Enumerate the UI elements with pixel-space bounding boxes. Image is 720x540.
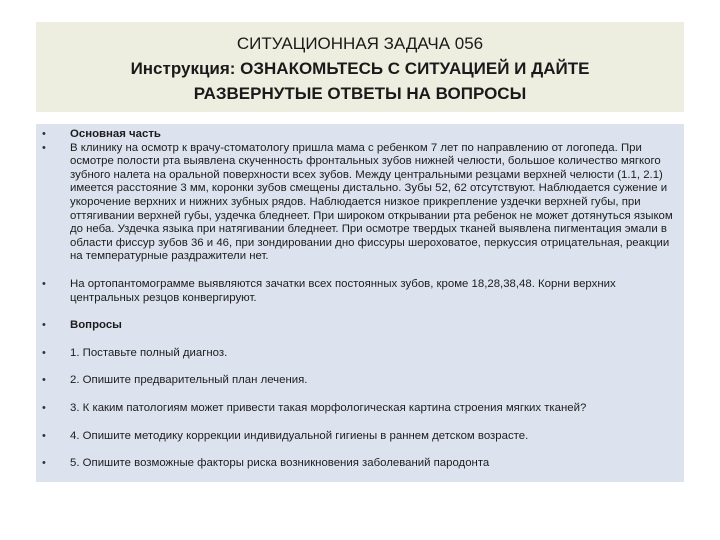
question-text: 3. К каким патологиям может привести такая морфологическая картина строения мягких тканей? [70, 401, 587, 414]
question-item-2 [36, 374, 684, 388]
list-item-questions-section [36, 319, 684, 333]
bullet-icon: • [42, 141, 46, 154]
bullet-icon: • [42, 277, 46, 290]
question-text: 5. Опишите возможные факторы риска возникновения заболеваний пародонта [70, 457, 490, 470]
bullet-icon: • [42, 401, 46, 414]
bullet-icon: • [42, 346, 46, 359]
list-item-xray [36, 278, 684, 305]
question-text: 4. Опишите методику коррекции индивидуальной гигиены в раннем детском возрасте. [70, 429, 529, 442]
question-item-3 [36, 402, 684, 416]
question-text: 2. Опишите предварительный план лечения. [70, 374, 308, 387]
instruction-line-1: Инструкция: ОЗНАКОМЬТЕСЬ С СИТУАЦИЕЙ И ДАЙТЕ [130, 59, 590, 78]
task-title: СИТУАЦИОННАЯ ЗАДАЧА 056 [236, 34, 484, 53]
question-item-5 [36, 457, 684, 471]
list-item-case-description [36, 142, 684, 264]
bullet-icon: • [42, 457, 46, 470]
question-text: 1. Поставьте полный диагноз. [70, 346, 228, 359]
case-description: В клинику на осмотр к врачу-стоматологу пришла мама с ребенком 7 лет по направлению от логопеда. При осмотре полости рта выявлена скученность фронтальных зубов нижней челюсти, большое количество мягкого зубного налета на оральной поверхности всех зубов. Между центральными резцами верхней челюсти (1.1, 2.1) имеется расстояние 3 мм, коронки зубов смещены дистально. Зубы 52, 62 отсутствуют. Наблюдается сужение и укорочение верхних и нижних зубных рядов. Наблюдается низкое прикрепление уздечки верхней губы, при оттягивании верхней губы, уздечка бледнеет. При широком открывании рта ребенок не может дотянуться языком до неба. Уздечка языка при натягивании бледнеет. При осмотре твердых тканей выявлена пигментация эмали в области фиссур зубов 36 и 46, при зондировании дно фиссуры шероховатое, перкуссия отрицательная, реакции на температурные раздражители нет. [70, 141, 673, 263]
xray-description: На ортопантомограмме выявляются зачатки всех постоянных зубов, кроме 18,28,38,48. Корни верхних центральных резцов конвергируют. [70, 277, 616, 304]
list-item-main-section [36, 128, 684, 142]
bullet-icon: • [42, 319, 46, 332]
slide-content-box [36, 124, 684, 482]
slide-title-box [36, 22, 684, 112]
bullet-icon: • [42, 128, 46, 140]
instruction-line-2: РАЗВЕРНУТЫЕ ОТВЕТЫ НА ВОПРОСЫ [193, 84, 527, 103]
content-list [36, 128, 684, 471]
section-heading-main: Основная часть [70, 128, 161, 140]
bullet-icon: • [42, 429, 46, 442]
bullet-icon: • [42, 374, 46, 387]
question-item-1 [36, 347, 684, 361]
section-heading-questions: Вопросы [70, 319, 122, 332]
question-item-4 [36, 430, 684, 444]
